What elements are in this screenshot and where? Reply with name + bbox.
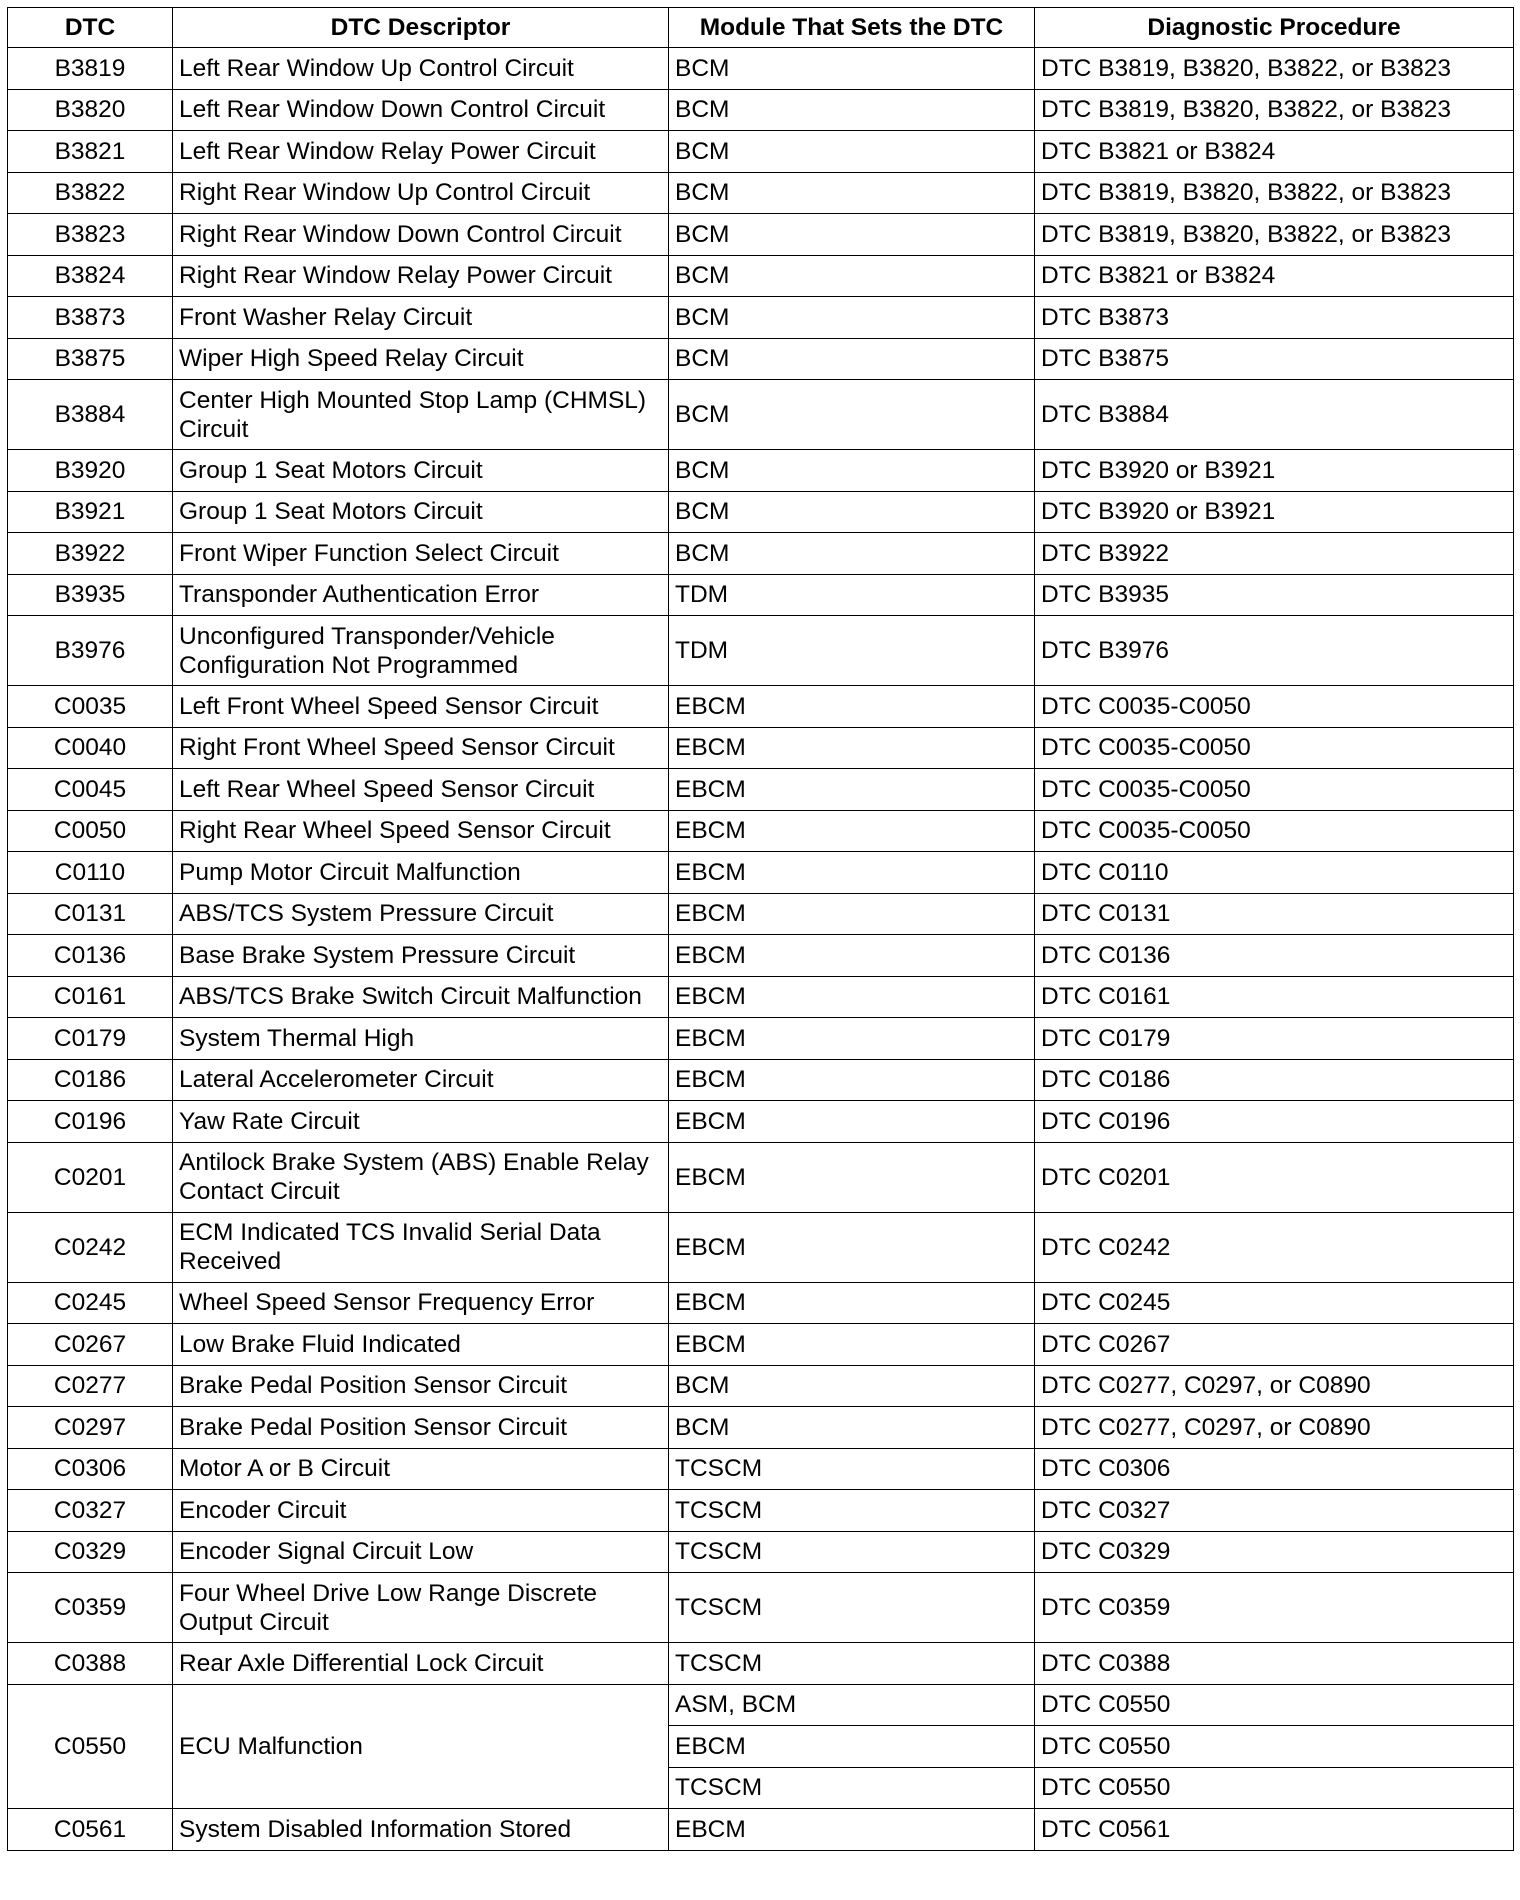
dtc-procedure: DTC C0277, C0297, or C0890 — [1035, 1407, 1514, 1449]
dtc-code: B3884 — [8, 380, 173, 450]
dtc-module: EBCM — [669, 893, 1035, 935]
dtc-descriptor: System Thermal High — [173, 1018, 669, 1060]
table-row — [8, 131, 1514, 173]
dtc-module: EBCM — [669, 1101, 1035, 1143]
dtc-module: BCM — [669, 380, 1035, 450]
table-row — [8, 1448, 1514, 1490]
dtc-module: EBCM — [669, 1212, 1035, 1282]
dtc-module: BCM — [669, 297, 1035, 339]
table-row — [8, 1490, 1514, 1532]
dtc-code: C0035 — [8, 686, 173, 728]
dtc-module: BCM — [669, 214, 1035, 256]
dtc-procedure: DTC C0329 — [1035, 1531, 1514, 1573]
dtc-module: BCM — [669, 131, 1035, 173]
dtc-descriptor: ABS/TCS Brake Switch Circuit Malfunction — [173, 976, 669, 1018]
dtc-procedure: DTC C0245 — [1035, 1282, 1514, 1324]
dtc-descriptor: Lateral Accelerometer Circuit — [173, 1059, 669, 1101]
dtc-descriptor: Motor A or B Circuit — [173, 1448, 669, 1490]
dtc-descriptor: Wiper High Speed Relay Circuit — [173, 338, 669, 380]
table-row — [8, 616, 1514, 686]
dtc-module: EBCM — [669, 1809, 1035, 1851]
dtc-procedure: DTC C0201 — [1035, 1142, 1514, 1212]
dtc-code: C0267 — [8, 1324, 173, 1366]
dtc-code: C0306 — [8, 1448, 173, 1490]
table-row — [8, 48, 1514, 90]
dtc-procedure: DTC C0035-C0050 — [1035, 727, 1514, 769]
dtc-code: B3821 — [8, 131, 173, 173]
header-descriptor: DTC Descriptor — [173, 8, 669, 48]
dtc-code: B3921 — [8, 491, 173, 533]
dtc-procedure: DTC C0110 — [1035, 852, 1514, 894]
table-row — [8, 1282, 1514, 1324]
dtc-descriptor: Pump Motor Circuit Malfunction — [173, 852, 669, 894]
dtc-procedure: DTC C0267 — [1035, 1324, 1514, 1366]
dtc-procedure: DTC C0035-C0050 — [1035, 810, 1514, 852]
dtc-module: BCM — [669, 533, 1035, 575]
dtc-module: EBCM — [669, 1059, 1035, 1101]
dtc-descriptor: Rear Axle Differential Lock Circuit — [173, 1643, 669, 1685]
dtc-procedure: DTC B3920 or B3921 — [1035, 491, 1514, 533]
dtc-procedure: DTC B3819, B3820, B3822, or B3823 — [1035, 89, 1514, 131]
dtc-module: EBCM — [669, 1018, 1035, 1060]
dtc-procedure: DTC C0388 — [1035, 1643, 1514, 1685]
table-row — [8, 491, 1514, 533]
table-row — [8, 1365, 1514, 1407]
dtc-module: TCSCM — [669, 1767, 1035, 1809]
dtc-code: B3820 — [8, 89, 173, 131]
table-row — [8, 172, 1514, 214]
dtc-descriptor: Encoder Circuit — [173, 1490, 669, 1532]
dtc-module: TDM — [669, 616, 1035, 686]
dtc-descriptor: ECM Indicated TCS Invalid Serial Data Received — [173, 1212, 669, 1282]
dtc-code: C0186 — [8, 1059, 173, 1101]
dtc-code: C0179 — [8, 1018, 173, 1060]
dtc-procedure: DTC B3821 or B3824 — [1035, 131, 1514, 173]
dtc-code: C0388 — [8, 1643, 173, 1685]
dtc-code: C0359 — [8, 1573, 173, 1643]
dtc-procedure: DTC B3819, B3820, B3822, or B3823 — [1035, 214, 1514, 256]
table-row — [8, 976, 1514, 1018]
dtc-descriptor: Four Wheel Drive Low Range Discrete Output Circuit — [173, 1573, 669, 1643]
dtc-procedure: DTC C0561 — [1035, 1809, 1514, 1851]
dtc-module: BCM — [669, 1407, 1035, 1449]
dtc-code: C0131 — [8, 893, 173, 935]
dtc-module: TCSCM — [669, 1490, 1035, 1532]
dtc-procedure: DTC C0186 — [1035, 1059, 1514, 1101]
table-row — [8, 1531, 1514, 1573]
dtc-descriptor: Right Rear Window Up Control Circuit — [173, 172, 669, 214]
dtc-procedure: DTC B3819, B3820, B3822, or B3823 — [1035, 48, 1514, 90]
dtc-code: B3873 — [8, 297, 173, 339]
table-row — [8, 1101, 1514, 1143]
table-row — [8, 297, 1514, 339]
dtc-descriptor: System Disabled Information Stored — [173, 1809, 669, 1851]
table-row — [8, 1142, 1514, 1212]
dtc-descriptor: Group 1 Seat Motors Circuit — [173, 450, 669, 492]
dtc-code: B3935 — [8, 574, 173, 616]
dtc-module: EBCM — [669, 1282, 1035, 1324]
dtc-module: EBCM — [669, 1324, 1035, 1366]
dtc-descriptor: Wheel Speed Sensor Frequency Error — [173, 1282, 669, 1324]
dtc-procedure: DTC B3884 — [1035, 380, 1514, 450]
dtc-module: BCM — [669, 255, 1035, 297]
table-row — [8, 893, 1514, 935]
dtc-module: BCM — [669, 491, 1035, 533]
dtc-descriptor: Brake Pedal Position Sensor Circuit — [173, 1407, 669, 1449]
table-row — [8, 255, 1514, 297]
table-row — [8, 769, 1514, 811]
table-row — [8, 1573, 1514, 1643]
dtc-code: B3819 — [8, 48, 173, 90]
dtc-descriptor: Unconfigured Transponder/Vehicle Configuration Not Programmed — [173, 616, 669, 686]
dtc-descriptor: Yaw Rate Circuit — [173, 1101, 669, 1143]
dtc-procedure: DTC C0550 — [1035, 1767, 1514, 1809]
dtc-procedure: DTC C0327 — [1035, 1490, 1514, 1532]
dtc-procedure: DTC C0196 — [1035, 1101, 1514, 1143]
dtc-procedure: DTC C0035-C0050 — [1035, 769, 1514, 811]
dtc-procedure: DTC C0035-C0050 — [1035, 686, 1514, 728]
table-row — [8, 852, 1514, 894]
dtc-module: BCM — [669, 450, 1035, 492]
header-row — [8, 8, 1514, 48]
table-row — [8, 1018, 1514, 1060]
dtc-code: B3976 — [8, 616, 173, 686]
dtc-table — [7, 7, 1514, 1851]
dtc-code: C0329 — [8, 1531, 173, 1573]
table-row — [8, 1324, 1514, 1366]
dtc-descriptor: Front Wiper Function Select Circuit — [173, 533, 669, 575]
dtc-code: B3824 — [8, 255, 173, 297]
dtc-descriptor: ABS/TCS System Pressure Circuit — [173, 893, 669, 935]
dtc-descriptor: Left Rear Window Up Control Circuit — [173, 48, 669, 90]
table-row — [8, 380, 1514, 450]
table-row — [8, 574, 1514, 616]
dtc-descriptor: Right Rear Window Relay Power Circuit — [173, 255, 669, 297]
dtc-module: TCSCM — [669, 1643, 1035, 1685]
dtc-code: C0242 — [8, 1212, 173, 1282]
table-row — [8, 1643, 1514, 1685]
dtc-code: C0277 — [8, 1365, 173, 1407]
dtc-procedure: DTC C0359 — [1035, 1573, 1514, 1643]
dtc-code: B3922 — [8, 533, 173, 575]
dtc-descriptor: Right Front Wheel Speed Sensor Circuit — [173, 727, 669, 769]
dtc-procedure: DTC B3922 — [1035, 533, 1514, 575]
dtc-code: C0136 — [8, 935, 173, 977]
dtc-procedure: DTC C0306 — [1035, 1448, 1514, 1490]
header-module: Module That Sets the DTC — [669, 8, 1035, 48]
dtc-code: C0040 — [8, 727, 173, 769]
dtc-descriptor: Encoder Signal Circuit Low — [173, 1531, 669, 1573]
table-row — [8, 533, 1514, 575]
dtc-module: ASM, BCM — [669, 1684, 1035, 1726]
dtc-code: C0045 — [8, 769, 173, 811]
table-row — [8, 686, 1514, 728]
dtc-procedure: DTC C0550 — [1035, 1684, 1514, 1726]
dtc-module: TCSCM — [669, 1448, 1035, 1490]
dtc-code: C0327 — [8, 1490, 173, 1532]
dtc-descriptor: Front Washer Relay Circuit — [173, 297, 669, 339]
dtc-code: C0245 — [8, 1282, 173, 1324]
dtc-module: EBCM — [669, 1726, 1035, 1768]
header-procedure: Diagnostic Procedure — [1035, 8, 1514, 48]
dtc-procedure: DTC C0161 — [1035, 976, 1514, 1018]
dtc-descriptor: Left Front Wheel Speed Sensor Circuit — [173, 686, 669, 728]
table-row — [8, 1407, 1514, 1449]
dtc-procedure: DTC C0277, C0297, or C0890 — [1035, 1365, 1514, 1407]
dtc-module: EBCM — [669, 852, 1035, 894]
dtc-procedure: DTC C0242 — [1035, 1212, 1514, 1282]
dtc-descriptor: Transponder Authentication Error — [173, 574, 669, 616]
table-row — [8, 810, 1514, 852]
dtc-procedure: DTC C0550 — [1035, 1726, 1514, 1768]
dtc-module: EBCM — [669, 810, 1035, 852]
table-row — [8, 727, 1514, 769]
table-row — [8, 1059, 1514, 1101]
dtc-descriptor: Group 1 Seat Motors Circuit — [173, 491, 669, 533]
dtc-module: EBCM — [669, 686, 1035, 728]
dtc-procedure: DTC B3821 or B3824 — [1035, 255, 1514, 297]
table-row — [8, 89, 1514, 131]
dtc-module: BCM — [669, 1365, 1035, 1407]
dtc-descriptor: ECU Malfunction — [173, 1684, 669, 1809]
dtc-procedure: DTC B3819, B3820, B3822, or B3823 — [1035, 172, 1514, 214]
dtc-procedure: DTC C0136 — [1035, 935, 1514, 977]
dtc-module: EBCM — [669, 1142, 1035, 1212]
header-dtc: DTC — [8, 8, 173, 48]
dtc-procedure: DTC C0179 — [1035, 1018, 1514, 1060]
table-row — [8, 1809, 1514, 1851]
dtc-procedure: DTC B3873 — [1035, 297, 1514, 339]
dtc-descriptor: Base Brake System Pressure Circuit — [173, 935, 669, 977]
dtc-descriptor: Center High Mounted Stop Lamp (CHMSL) Circuit — [173, 380, 669, 450]
dtc-descriptor: Left Rear Window Down Control Circuit — [173, 89, 669, 131]
dtc-code: B3920 — [8, 450, 173, 492]
dtc-code: C0297 — [8, 1407, 173, 1449]
dtc-procedure: DTC B3875 — [1035, 338, 1514, 380]
dtc-module: BCM — [669, 338, 1035, 380]
dtc-descriptor: Left Rear Wheel Speed Sensor Circuit — [173, 769, 669, 811]
table-row — [8, 1212, 1514, 1282]
dtc-descriptor: Brake Pedal Position Sensor Circuit — [173, 1365, 669, 1407]
dtc-code: B3822 — [8, 172, 173, 214]
dtc-module: EBCM — [669, 935, 1035, 977]
dtc-code: C0196 — [8, 1101, 173, 1143]
dtc-module: EBCM — [669, 976, 1035, 1018]
dtc-code: C0550 — [8, 1684, 173, 1809]
dtc-code: C0161 — [8, 976, 173, 1018]
dtc-module: EBCM — [669, 769, 1035, 811]
dtc-code: C0201 — [8, 1142, 173, 1212]
dtc-module: EBCM — [669, 727, 1035, 769]
dtc-code: C0561 — [8, 1809, 173, 1851]
dtc-procedure: DTC B3935 — [1035, 574, 1514, 616]
table-row — [8, 338, 1514, 380]
dtc-module: TDM — [669, 574, 1035, 616]
dtc-descriptor: Antilock Brake System (ABS) Enable Relay Contact Circuit — [173, 1142, 669, 1212]
dtc-descriptor: Right Rear Wheel Speed Sensor Circuit — [173, 810, 669, 852]
dtc-code: B3823 — [8, 214, 173, 256]
dtc-code: C0050 — [8, 810, 173, 852]
dtc-procedure: DTC B3920 or B3921 — [1035, 450, 1514, 492]
dtc-code: C0110 — [8, 852, 173, 894]
table-row — [8, 1684, 1514, 1726]
dtc-module: BCM — [669, 172, 1035, 214]
dtc-module: BCM — [669, 48, 1035, 90]
dtc-descriptor: Left Rear Window Relay Power Circuit — [173, 131, 669, 173]
dtc-module: BCM — [669, 89, 1035, 131]
dtc-module: TCSCM — [669, 1573, 1035, 1643]
dtc-code: B3875 — [8, 338, 173, 380]
dtc-descriptor: Low Brake Fluid Indicated — [173, 1324, 669, 1366]
dtc-procedure: DTC B3976 — [1035, 616, 1514, 686]
dtc-procedure: DTC C0131 — [1035, 893, 1514, 935]
table-row — [8, 935, 1514, 977]
table-row — [8, 450, 1514, 492]
dtc-descriptor: Right Rear Window Down Control Circuit — [173, 214, 669, 256]
table-row — [8, 214, 1514, 256]
dtc-module: TCSCM — [669, 1531, 1035, 1573]
